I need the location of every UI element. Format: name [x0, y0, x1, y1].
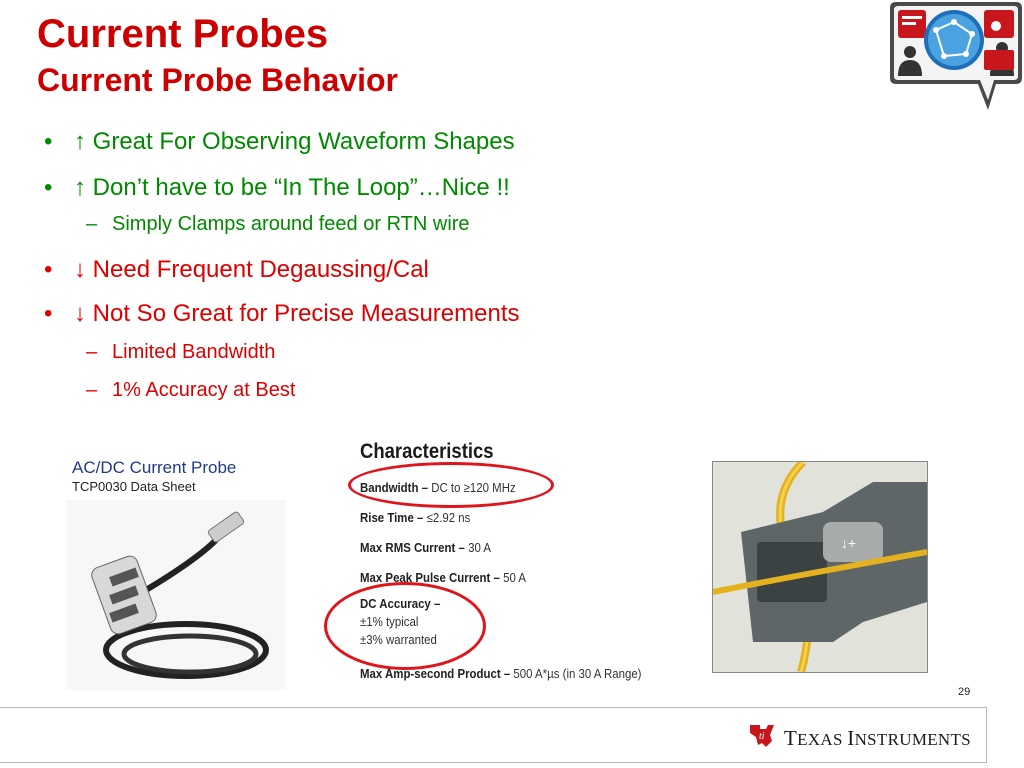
- bullet-text: ↑ Don’t have to be “In The Loop”…Nice !!: [74, 174, 510, 201]
- svg-text:↓+: ↓+: [841, 535, 857, 551]
- dash-marker: –: [86, 379, 98, 401]
- sub-bullet-item: [86, 342, 275, 362]
- sub-bullet-item: [86, 380, 295, 400]
- sub-bullet-text: Simply Clamps around feed or RTN wire: [112, 213, 470, 235]
- spec-label: Max Amp-second Product –: [360, 666, 511, 681]
- slide-subtitle: Current Probe Behavior: [37, 62, 398, 98]
- bullet-item: [44, 130, 515, 154]
- spec-rise-time: [360, 510, 470, 526]
- spec-value: ±1% typical: [360, 614, 419, 629]
- collaboration-logo-icon: [884, 0, 1024, 118]
- bullet-marker: •: [44, 174, 53, 201]
- brand-letter: I: [847, 726, 855, 750]
- probe-title: AC/DC Current Probe: [72, 458, 237, 477]
- sub-bullet-item: [86, 214, 470, 234]
- highlight-ellipse-accuracy: [324, 582, 486, 670]
- brand-word: NSTRUMENTS: [854, 730, 971, 749]
- spec-label: Max RMS Current –: [360, 540, 465, 555]
- characteristics-title: Characteristics: [360, 440, 494, 463]
- spec-label: Max Peak Pulse Current –: [360, 570, 500, 585]
- probe-subtitle: TCP0030 Data Sheet: [72, 479, 196, 494]
- dash-marker: –: [86, 213, 98, 235]
- svg-text:ti: ti: [759, 731, 765, 742]
- brand-letter: T: [784, 726, 798, 750]
- bullet-marker: •: [44, 300, 53, 327]
- bullet-item: [44, 302, 520, 326]
- bullet-item: [44, 176, 510, 200]
- texas-instruments-brand: [784, 726, 971, 751]
- spec-label: Bandwidth –: [360, 480, 429, 495]
- sub-bullet-text: 1% Accuracy at Best: [112, 379, 296, 401]
- sub-bullet-text: Limited Bandwidth: [112, 341, 276, 363]
- brand-word: EXAS: [797, 730, 843, 749]
- bullet-text: ↓ Need Frequent Degaussing/Cal: [74, 256, 429, 283]
- bullet-item: [44, 258, 429, 282]
- current-probe-image: [66, 500, 286, 690]
- probe-clamp-photo: [712, 461, 928, 673]
- spec-value: 30 A: [468, 540, 491, 555]
- spec-value: 500 A*µs (in 30 A Range): [513, 666, 642, 681]
- spec-value: ≤2.92 ns: [426, 510, 471, 525]
- spec-label: DC Accuracy –: [360, 596, 441, 611]
- bullet-marker: •: [44, 128, 53, 155]
- highlight-ellipse-bandwidth: [348, 462, 554, 508]
- bullet-text: ↑ Great For Observing Waveform Shapes: [74, 128, 515, 155]
- spec-value: 50 A: [503, 570, 526, 585]
- bullet-marker: •: [44, 256, 53, 283]
- spec-rms-current: [360, 540, 491, 556]
- page-number: 29: [958, 686, 971, 698]
- spec-value: DC to ≥120 MHz: [431, 480, 516, 495]
- dash-marker: –: [86, 341, 98, 363]
- spec-label: Rise Time –: [360, 510, 424, 525]
- slide-title: Current Probes: [37, 12, 329, 56]
- spec-value: ±3% warranted: [360, 632, 437, 647]
- texas-instruments-logo-icon: [748, 721, 776, 749]
- bullet-text: ↓ Not So Great for Precise Measurements: [74, 300, 520, 327]
